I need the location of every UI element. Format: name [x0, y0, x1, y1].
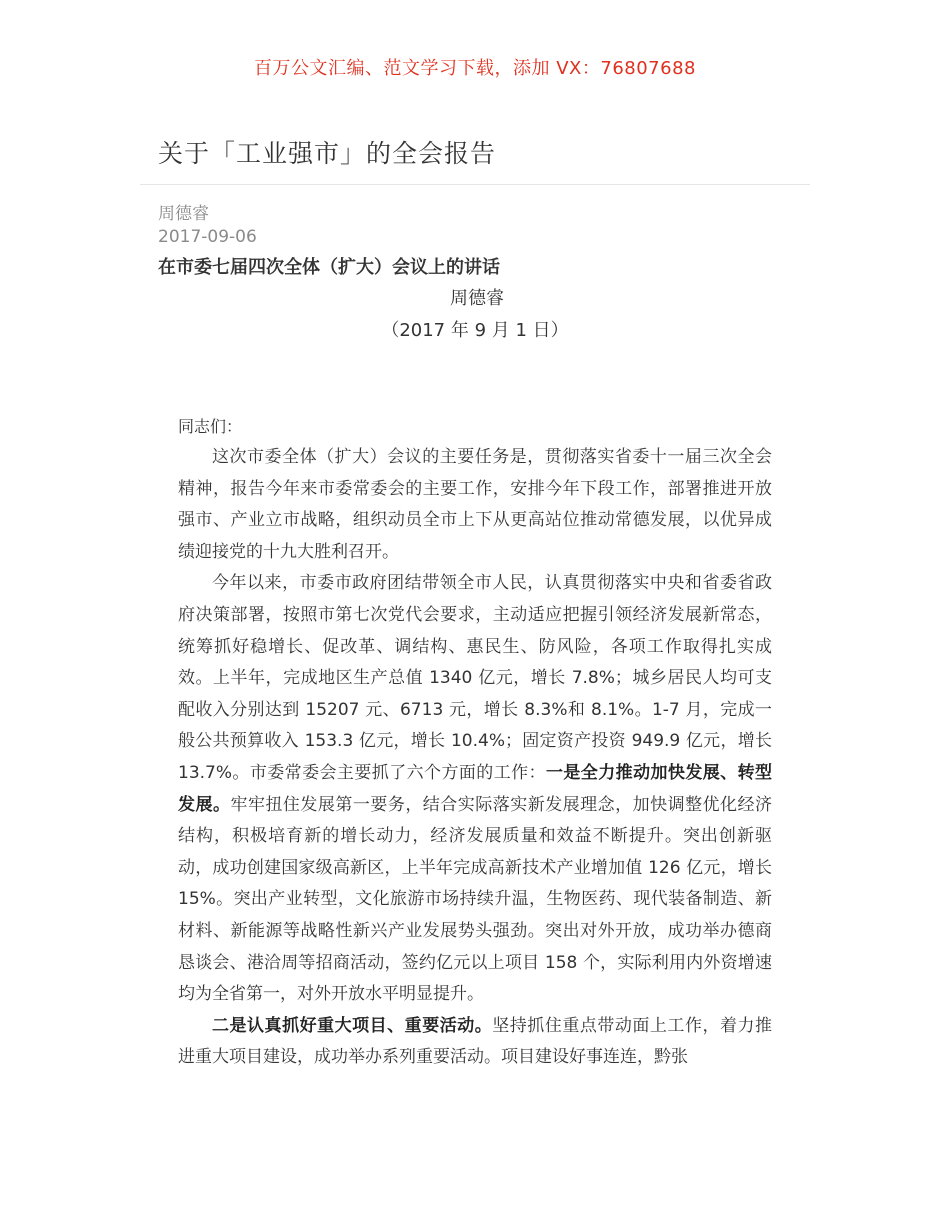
paragraph-2-heading: 一是全力推动加快发展、转型发展。 — [178, 762, 772, 815]
speech-date: （2017 年 9 月 1 日） — [381, 320, 569, 341]
publish-date: 2017-09-06 — [158, 227, 257, 247]
author-name: 周德睿 — [158, 204, 209, 224]
paragraph-2-body: 牢牢扭住发展第一要务，结合实际落实新发展理念，加快调整优化经济结构，积极培育新的增长动力，经济发展质量和效益不断提升。突出创新驱动，成功创建国家级高新区，上半年完成高新技术产业增加值 126 亿元，增长 15%。突出产业转型，文化旅游市场持续升温，生物医药、现代装备制造、新材料、新能源等战略性新兴产业发展势头强劲。突出对外开放，成功举办德商恳谈会、港洽周等招商活动，签约亿元以上项目 158 个，实际利用内外资增速均为全省第一，对外开放水平明显提升。 — [178, 794, 773, 1005]
page-title: 关于「工业强市」的全会报告 — [158, 139, 497, 168]
title-divider — [140, 184, 810, 185]
speech-speaker: 周德睿 — [450, 288, 504, 309]
paragraph-3-body: 坚持抓住重点带动面上工作，着力推进重大项目建设，成功举办系列重要活动。项目建设好事连连，黔张 — [178, 1015, 773, 1068]
document-body — [178, 442, 772, 1074]
paragraph-2 — [178, 568, 772, 1010]
paragraph-3-heading: 二是认真抓好重大项目、重要活动。 — [212, 1015, 493, 1036]
paragraph-2-intro: 今年以来，市委市政府团结带领全市人民，认真贯彻落实中央和省委省政府决策部署，按照市第七次党代会要求，主动适应把握引领经济发展新常态，统筹抓好稳增长、促改革、调结构、惠民生、防风险，各项工作取得扎实成效。上半年，完成地区生产总值 1340 亿元，增长 7.8%；城乡居民人均可支配收入分别达到 15207 元、6713 元，增长 8.3%和 8.1%。1-7 月，完成一般公共预算收入 153.3 亿元，增长 10.4%；固定资产投资 949.9 亿元，增长 13.7%。市委常委会主要抓了六个方面的工作： — [178, 573, 772, 783]
promo-banner: 百万公文汇编、范文学习下载，添加 VX：76807688 — [254, 58, 696, 79]
paragraph-1: 这次市委全体（扩大）会议的主要任务是，贯彻落实省委十一届三次全会精神，报告今年来市委常委会的主要工作，安排今年下段工作，部署推进开放强市、产业立市战略，组织动员全市上下从更高站位推动常德发展，以优异成绩迎接党的十九大胜利召开。 — [178, 447, 772, 562]
speech-subtitle: 在市委七届四次全体（扩大）会议上的讲话 — [158, 257, 500, 278]
paragraph-3 — [178, 1011, 772, 1074]
salutation: 同志们： — [178, 417, 243, 436]
